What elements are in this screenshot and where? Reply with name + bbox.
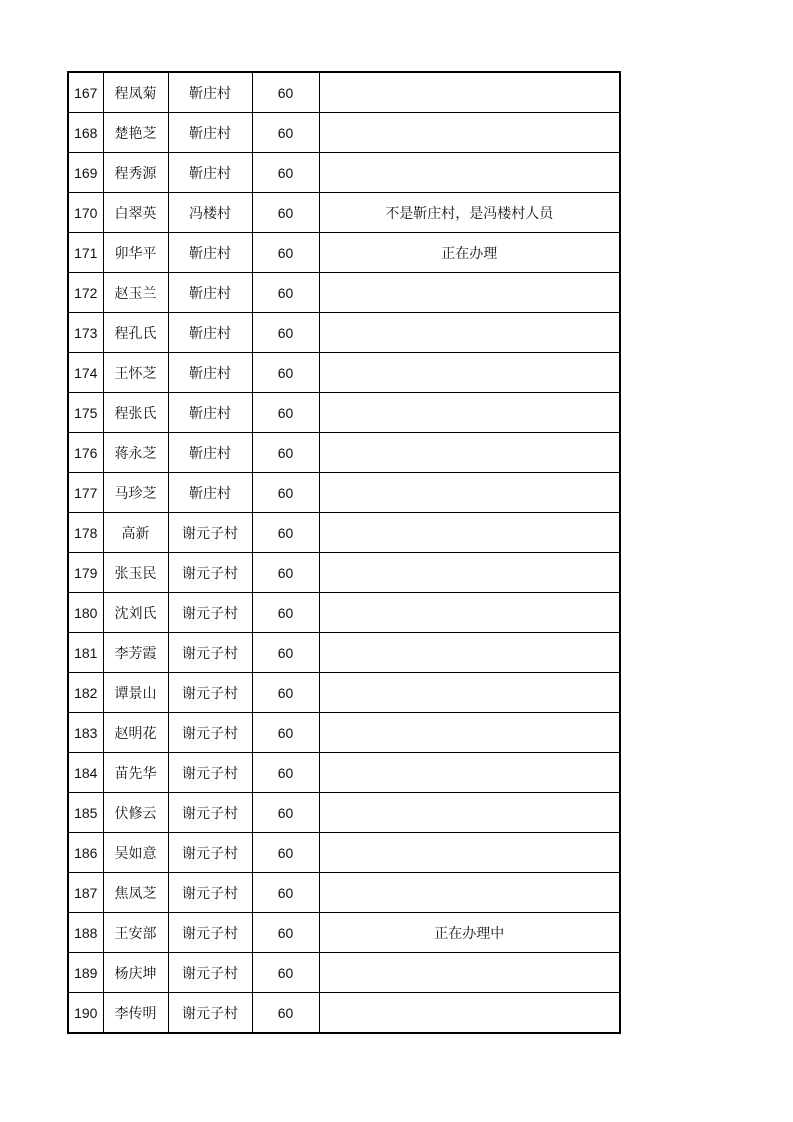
amount-cell: 60	[252, 633, 319, 673]
name-cell: 白翠英	[103, 193, 168, 233]
name-cell: 王安部	[103, 913, 168, 953]
row-number-cell: 181	[68, 633, 103, 673]
amount-cell: 60	[252, 753, 319, 793]
row-number-cell: 171	[68, 233, 103, 273]
row-number-cell: 170	[68, 193, 103, 233]
table-row	[68, 553, 620, 593]
village-cell: 靳庄村	[168, 233, 252, 273]
table-row	[68, 393, 620, 433]
row-number-cell: 189	[68, 953, 103, 993]
village-cell: 谢元子村	[168, 793, 252, 833]
table-row	[68, 433, 620, 473]
row-number-cell: 175	[68, 393, 103, 433]
note-cell	[319, 313, 620, 353]
note-cell	[319, 113, 620, 153]
name-cell: 焦凤芝	[103, 873, 168, 913]
amount-cell: 60	[252, 433, 319, 473]
village-cell: 谢元子村	[168, 913, 252, 953]
row-number-cell: 185	[68, 793, 103, 833]
amount-cell: 60	[252, 993, 319, 1034]
amount-cell: 60	[252, 393, 319, 433]
amount-cell: 60	[252, 593, 319, 633]
table-row	[68, 353, 620, 393]
note-cell	[319, 833, 620, 873]
village-cell: 谢元子村	[168, 993, 252, 1034]
amount-cell: 60	[252, 713, 319, 753]
table-row	[68, 913, 620, 953]
note-cell	[319, 793, 620, 833]
name-cell: 伏修云	[103, 793, 168, 833]
table-row	[68, 113, 620, 153]
amount-cell: 60	[252, 113, 319, 153]
table-row	[68, 513, 620, 553]
table-row	[68, 193, 620, 233]
village-cell: 冯楼村	[168, 193, 252, 233]
name-cell: 沈刘氏	[103, 593, 168, 633]
table-row	[68, 873, 620, 913]
name-cell: 李传明	[103, 993, 168, 1034]
village-cell: 谢元子村	[168, 833, 252, 873]
note-cell	[319, 433, 620, 473]
row-number-cell: 179	[68, 553, 103, 593]
village-cell: 靳庄村	[168, 72, 252, 113]
note-cell	[319, 153, 620, 193]
table-row	[68, 593, 620, 633]
table-row	[68, 953, 620, 993]
name-cell: 吴如意	[103, 833, 168, 873]
data-table	[67, 71, 621, 1034]
amount-cell: 60	[252, 513, 319, 553]
note-cell: 不是靳庄村，是冯楼村人员	[319, 193, 620, 233]
name-cell: 赵明花	[103, 713, 168, 753]
name-cell: 程孔氏	[103, 313, 168, 353]
village-cell: 谢元子村	[168, 593, 252, 633]
name-cell: 谭景山	[103, 673, 168, 713]
village-cell: 靳庄村	[168, 153, 252, 193]
name-cell: 程张氏	[103, 393, 168, 433]
table-body	[68, 72, 620, 1033]
name-cell: 程秀源	[103, 153, 168, 193]
note-cell	[319, 713, 620, 753]
name-cell: 赵玉兰	[103, 273, 168, 313]
village-cell: 谢元子村	[168, 513, 252, 553]
village-cell: 靳庄村	[168, 113, 252, 153]
amount-cell: 60	[252, 553, 319, 593]
note-cell	[319, 273, 620, 313]
row-number-cell: 188	[68, 913, 103, 953]
village-cell: 靳庄村	[168, 473, 252, 513]
table-row	[68, 993, 620, 1034]
amount-cell: 60	[252, 473, 319, 513]
amount-cell: 60	[252, 353, 319, 393]
note-cell	[319, 353, 620, 393]
village-cell: 靳庄村	[168, 393, 252, 433]
name-cell: 张玉民	[103, 553, 168, 593]
note-cell	[319, 953, 620, 993]
row-number-cell: 174	[68, 353, 103, 393]
note-cell	[319, 633, 620, 673]
name-cell: 王怀芝	[103, 353, 168, 393]
amount-cell: 60	[252, 673, 319, 713]
amount-cell: 60	[252, 953, 319, 993]
row-number-cell: 182	[68, 673, 103, 713]
amount-cell: 60	[252, 313, 319, 353]
table-row	[68, 833, 620, 873]
table-row	[68, 233, 620, 273]
row-number-cell: 180	[68, 593, 103, 633]
amount-cell: 60	[252, 793, 319, 833]
village-cell: 靳庄村	[168, 313, 252, 353]
amount-cell: 60	[252, 833, 319, 873]
row-number-cell: 168	[68, 113, 103, 153]
note-cell	[319, 513, 620, 553]
row-number-cell: 169	[68, 153, 103, 193]
amount-cell: 60	[252, 233, 319, 273]
row-number-cell: 190	[68, 993, 103, 1034]
name-cell: 苗先华	[103, 753, 168, 793]
row-number-cell: 183	[68, 713, 103, 753]
amount-cell: 60	[252, 873, 319, 913]
row-number-cell: 178	[68, 513, 103, 553]
amount-cell: 60	[252, 153, 319, 193]
note-cell	[319, 993, 620, 1034]
table-row	[68, 713, 620, 753]
table-row	[68, 673, 620, 713]
row-number-cell: 176	[68, 433, 103, 473]
row-number-cell: 187	[68, 873, 103, 913]
table-row	[68, 72, 620, 113]
row-number-cell: 186	[68, 833, 103, 873]
note-cell: 正在办理	[319, 233, 620, 273]
village-cell: 靳庄村	[168, 353, 252, 393]
table-row	[68, 633, 620, 673]
village-cell: 靳庄村	[168, 273, 252, 313]
village-cell: 谢元子村	[168, 553, 252, 593]
name-cell: 程凤菊	[103, 72, 168, 113]
village-cell: 谢元子村	[168, 633, 252, 673]
table-row	[68, 153, 620, 193]
amount-cell: 60	[252, 193, 319, 233]
name-cell: 杨庆坤	[103, 953, 168, 993]
name-cell: 蒋永芝	[103, 433, 168, 473]
table-row	[68, 473, 620, 513]
table-row	[68, 753, 620, 793]
row-number-cell: 184	[68, 753, 103, 793]
name-cell: 楚艳芝	[103, 113, 168, 153]
table-row	[68, 793, 620, 833]
row-number-cell: 177	[68, 473, 103, 513]
note-cell	[319, 593, 620, 633]
name-cell: 高新	[103, 513, 168, 553]
village-cell: 谢元子村	[168, 673, 252, 713]
note-cell	[319, 72, 620, 113]
note-cell	[319, 873, 620, 913]
note-cell: 正在办理中	[319, 913, 620, 953]
village-cell: 靳庄村	[168, 433, 252, 473]
note-cell	[319, 753, 620, 793]
name-cell: 卯华平	[103, 233, 168, 273]
amount-cell: 60	[252, 72, 319, 113]
note-cell	[319, 393, 620, 433]
village-cell: 谢元子村	[168, 953, 252, 993]
note-cell	[319, 473, 620, 513]
village-cell: 谢元子村	[168, 753, 252, 793]
name-cell: 马珍芝	[103, 473, 168, 513]
table-row	[68, 273, 620, 313]
row-number-cell: 167	[68, 72, 103, 113]
village-cell: 谢元子村	[168, 713, 252, 753]
name-cell: 李芳霞	[103, 633, 168, 673]
note-cell	[319, 673, 620, 713]
note-cell	[319, 553, 620, 593]
amount-cell: 60	[252, 913, 319, 953]
village-cell: 谢元子村	[168, 873, 252, 913]
row-number-cell: 173	[68, 313, 103, 353]
table-row	[68, 313, 620, 353]
row-number-cell: 172	[68, 273, 103, 313]
amount-cell: 60	[252, 273, 319, 313]
